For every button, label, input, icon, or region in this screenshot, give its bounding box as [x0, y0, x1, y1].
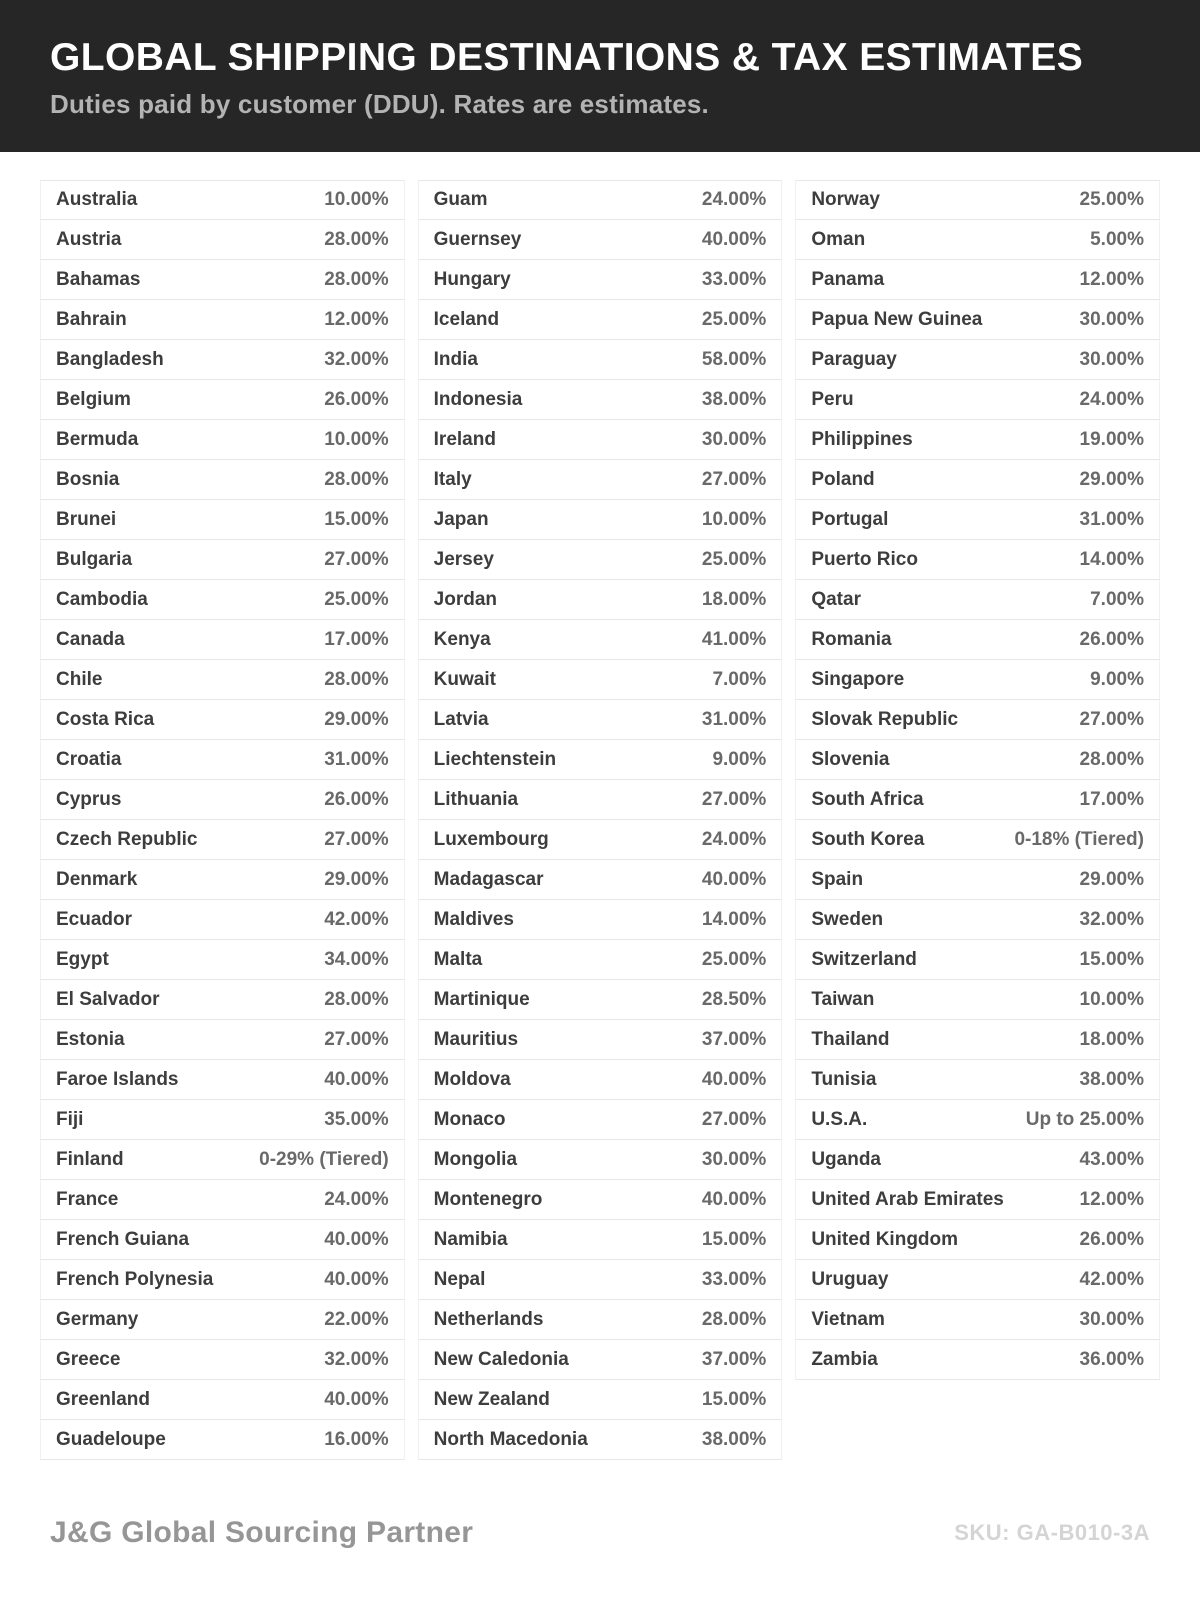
- rates-column-3: [795, 180, 1160, 1380]
- table-row: [418, 1300, 783, 1340]
- table-row: [40, 300, 405, 340]
- tax-rate: 33.00%: [701, 268, 767, 290]
- header-banner: [0, 0, 1200, 152]
- table-row: [795, 500, 1160, 540]
- country-name: Mauritius: [433, 1028, 519, 1050]
- table-row: [795, 820, 1160, 860]
- table-row: [795, 1140, 1160, 1180]
- country-name: India: [433, 348, 478, 370]
- table-row: [795, 860, 1160, 900]
- table-row: [40, 820, 405, 860]
- tax-rate: 27.00%: [324, 828, 389, 850]
- country-name: Oman: [811, 228, 866, 250]
- tax-rate: 28.00%: [324, 988, 389, 1010]
- tax-rate: 36.00%: [1079, 1348, 1144, 1370]
- country-name: Ireland: [433, 428, 496, 450]
- country-name: Monaco: [433, 1108, 506, 1130]
- country-name: Canada: [56, 628, 125, 650]
- table-row: [795, 780, 1160, 820]
- country-name: Cambodia: [56, 588, 148, 610]
- tax-rate: 28.00%: [701, 1308, 767, 1330]
- tax-rate: 33.00%: [701, 1268, 767, 1290]
- tax-rate: 58.00%: [701, 348, 767, 370]
- table-row: [40, 700, 405, 740]
- tax-rate: 27.00%: [701, 468, 767, 490]
- table-row: [40, 580, 405, 620]
- country-name: Japan: [433, 508, 489, 530]
- tax-rate: 37.00%: [701, 1348, 767, 1370]
- tax-rate: 28.00%: [1079, 748, 1144, 770]
- table-row: [40, 1300, 405, 1340]
- tax-rate: 0-18% (Tiered): [1014, 828, 1144, 850]
- table-row: [795, 1220, 1160, 1260]
- tax-rate: 40.00%: [324, 1268, 389, 1290]
- tax-rate: 35.00%: [324, 1108, 389, 1130]
- tax-rate: 40.00%: [324, 1388, 389, 1410]
- tax-rate: 40.00%: [324, 1068, 389, 1090]
- tax-rate: 16.00%: [324, 1428, 389, 1450]
- country-name: U.S.A.: [811, 1108, 868, 1130]
- table-row: [795, 580, 1160, 620]
- country-name: French Guiana: [56, 1228, 190, 1250]
- country-name: Greece: [56, 1348, 121, 1370]
- country-name: Malta: [433, 948, 483, 970]
- tax-rate: 22.00%: [324, 1308, 389, 1330]
- table-row: [418, 420, 783, 460]
- tax-rate: 9.00%: [1090, 668, 1144, 690]
- tax-rate: 17.00%: [1079, 788, 1144, 810]
- tax-rate: 40.00%: [701, 868, 767, 890]
- table-row: [40, 1340, 405, 1380]
- tax-rate: 10.00%: [701, 508, 767, 530]
- table-row: [795, 700, 1160, 740]
- country-name: Austria: [56, 228, 122, 250]
- tax-rate: 32.00%: [324, 1348, 389, 1370]
- country-name: Paraguay: [811, 348, 897, 370]
- rates-column-2: [418, 180, 783, 1460]
- table-row: [795, 900, 1160, 940]
- country-name: Cyprus: [56, 788, 122, 810]
- country-name: North Macedonia: [433, 1428, 588, 1450]
- table-row: [418, 940, 783, 980]
- tax-rate: 5.00%: [1090, 228, 1144, 250]
- table-row: [40, 1220, 405, 1260]
- country-name: Switzerland: [811, 948, 917, 970]
- brand-name: J&G Global Sourcing Partner: [50, 1516, 474, 1549]
- country-name: Guam: [433, 189, 488, 210]
- country-name: Martinique: [433, 988, 530, 1010]
- country-name: Madagascar: [433, 868, 544, 890]
- tax-rate: 40.00%: [701, 1188, 767, 1210]
- table-row: [40, 380, 405, 420]
- country-name: Guadeloupe: [56, 1428, 166, 1450]
- table-row: [795, 660, 1160, 700]
- country-name: Kuwait: [433, 668, 496, 690]
- table-row: [795, 940, 1160, 980]
- table-row: [40, 260, 405, 300]
- country-name: Panama: [811, 268, 885, 290]
- table-row: [418, 1020, 783, 1060]
- country-name: Costa Rica: [56, 708, 155, 730]
- table-row: [40, 660, 405, 700]
- table-row: [40, 180, 405, 220]
- table-row: [795, 1180, 1160, 1220]
- country-name: Kenya: [433, 628, 491, 650]
- country-name: Qatar: [811, 588, 861, 610]
- table-row: [795, 380, 1160, 420]
- country-name: Lithuania: [433, 788, 519, 810]
- tax-rate: 29.00%: [324, 708, 389, 730]
- country-name: Luxembourg: [433, 828, 549, 850]
- tax-rate: 40.00%: [324, 1228, 389, 1250]
- tax-rate: 28.00%: [324, 228, 389, 250]
- tax-rate: Up to 25.00%: [1025, 1108, 1144, 1130]
- table-row: [418, 1100, 783, 1140]
- table-row: [795, 1020, 1160, 1060]
- table-row: [795, 460, 1160, 500]
- table-row: [795, 540, 1160, 580]
- tax-rate: 27.00%: [701, 788, 767, 810]
- tax-rate: 15.00%: [701, 1228, 767, 1250]
- tax-rate: 42.00%: [1079, 1268, 1144, 1290]
- tax-rate: 27.00%: [324, 1028, 389, 1050]
- country-name: Latvia: [433, 708, 489, 730]
- table-row: [795, 620, 1160, 660]
- country-name: Bahamas: [56, 268, 141, 290]
- tax-rate: 14.00%: [701, 908, 767, 930]
- table-row: [795, 340, 1160, 380]
- tax-rate: 12.00%: [324, 308, 389, 330]
- tax-rate: 38.00%: [701, 388, 767, 410]
- table-row: [795, 180, 1160, 220]
- table-row: [40, 1180, 405, 1220]
- country-name: Brunei: [56, 508, 117, 530]
- table-row: [40, 1380, 405, 1420]
- tax-rate: 32.00%: [1079, 908, 1144, 930]
- tax-rate: 12.00%: [1079, 268, 1144, 290]
- tax-rate: 30.00%: [701, 428, 767, 450]
- tax-rate: 34.00%: [324, 948, 389, 970]
- table-row: [418, 1260, 783, 1300]
- table-row: [40, 540, 405, 580]
- country-name: Bulgaria: [56, 548, 133, 570]
- tax-rate: 29.00%: [324, 868, 389, 890]
- table-row: [418, 260, 783, 300]
- tax-rate: 29.00%: [1079, 868, 1144, 890]
- table-row: [418, 300, 783, 340]
- tax-rate: 0-29% (Tiered): [259, 1148, 389, 1170]
- country-name: Singapore: [811, 668, 905, 690]
- country-name: Croatia: [56, 748, 122, 770]
- table-row: [40, 220, 405, 260]
- table-row: [40, 860, 405, 900]
- country-name: United Arab Emirates: [811, 1188, 1004, 1210]
- table-row: [418, 860, 783, 900]
- tax-rate: 31.00%: [1079, 508, 1144, 530]
- country-name: French Polynesia: [56, 1268, 214, 1290]
- tax-rate: 30.00%: [1079, 348, 1144, 370]
- country-name: Zambia: [811, 1348, 878, 1370]
- tax-rate: 18.00%: [1079, 1028, 1144, 1050]
- tax-rate: 7.00%: [1090, 588, 1144, 610]
- table-row: [418, 1340, 783, 1380]
- table-row: [418, 1060, 783, 1100]
- table-row: [40, 940, 405, 980]
- sku-label: SKU: GA-B010-3A: [954, 1520, 1150, 1545]
- country-name: Egypt: [56, 948, 109, 970]
- tax-rate: 25.00%: [701, 308, 767, 330]
- country-name: Jordan: [433, 588, 498, 610]
- country-name: Uruguay: [811, 1268, 889, 1290]
- tax-rate: 10.00%: [324, 428, 389, 450]
- tax-rate: 28.00%: [324, 668, 389, 690]
- table-row: [40, 500, 405, 540]
- country-name: Greenland: [56, 1388, 150, 1410]
- country-name: Bangladesh: [56, 348, 164, 370]
- tax-rate: 30.00%: [701, 1148, 767, 1170]
- country-name: Thailand: [811, 1028, 890, 1050]
- table-row: [418, 500, 783, 540]
- tax-rate: 30.00%: [1079, 308, 1144, 330]
- country-name: Bosnia: [56, 468, 120, 490]
- country-name: Tunisia: [811, 1068, 877, 1090]
- table-row: [40, 460, 405, 500]
- country-name: Hungary: [433, 268, 511, 290]
- tax-rate: 12.00%: [1079, 1188, 1144, 1210]
- tax-rate: 24.00%: [701, 189, 767, 210]
- country-name: France: [56, 1188, 119, 1210]
- country-name: Mongolia: [433, 1148, 518, 1170]
- country-name: Indonesia: [433, 388, 523, 410]
- country-name: Maldives: [433, 908, 514, 930]
- country-name: Nepal: [433, 1268, 486, 1290]
- tax-rate: 28.00%: [324, 268, 389, 290]
- country-name: Italy: [433, 468, 472, 490]
- country-name: Slovenia: [811, 748, 890, 770]
- tax-rate: 24.00%: [324, 1188, 389, 1210]
- table-row: [795, 1300, 1160, 1340]
- tax-rate: 29.00%: [1079, 468, 1144, 490]
- tax-rate: 26.00%: [324, 788, 389, 810]
- country-name: Belgium: [56, 388, 131, 410]
- country-name: El Salvador: [56, 988, 160, 1010]
- country-name: Netherlands: [433, 1308, 544, 1330]
- country-name: New Zealand: [433, 1388, 550, 1410]
- country-name: South Africa: [811, 788, 924, 810]
- tax-rate: 25.00%: [324, 588, 389, 610]
- country-name: Peru: [811, 388, 854, 410]
- table-row: [418, 620, 783, 660]
- country-name: Germany: [56, 1308, 139, 1330]
- tax-rate: 25.00%: [701, 948, 767, 970]
- table-row: [795, 1100, 1160, 1140]
- tax-rate: 7.00%: [712, 668, 767, 690]
- country-name: Estonia: [56, 1028, 125, 1050]
- table-row: [40, 780, 405, 820]
- country-name: Montenegro: [433, 1188, 543, 1210]
- country-name: Moldova: [433, 1068, 511, 1090]
- table-row: [795, 1060, 1160, 1100]
- country-name: Sweden: [811, 908, 884, 930]
- table-row: [795, 300, 1160, 340]
- table-row: [40, 620, 405, 660]
- tax-rate: 42.00%: [324, 908, 389, 930]
- tax-rate: 28.50%: [701, 988, 767, 1010]
- table-row: [40, 740, 405, 780]
- country-name: Poland: [811, 468, 875, 490]
- table-row: [418, 780, 783, 820]
- table-row: [795, 1260, 1160, 1300]
- country-name: Australia: [56, 189, 138, 210]
- table-row: [40, 980, 405, 1020]
- country-name: Bermuda: [56, 428, 139, 450]
- table-row: [418, 380, 783, 420]
- country-name: Portugal: [811, 508, 889, 530]
- tax-rate: 15.00%: [701, 1388, 767, 1410]
- tax-rate: 24.00%: [701, 828, 767, 850]
- tax-rate: 10.00%: [1079, 988, 1144, 1010]
- tax-rate: 41.00%: [701, 628, 767, 650]
- table-row: [418, 1140, 783, 1180]
- tax-rate: 38.00%: [701, 1428, 767, 1450]
- country-name: Liechtenstein: [433, 748, 557, 770]
- tax-rate: 26.00%: [1079, 628, 1144, 650]
- country-name: Denmark: [56, 868, 138, 890]
- tax-rate: 14.00%: [1079, 548, 1144, 570]
- country-name: Finland: [56, 1148, 124, 1170]
- tax-rate: 32.00%: [324, 348, 389, 370]
- footer: [0, 1516, 1200, 1550]
- table-row: [418, 340, 783, 380]
- table-row: [418, 1220, 783, 1260]
- country-name: Slovak Republic: [811, 708, 959, 730]
- page-title: GLOBAL SHIPPING DESTINATIONS & TAX ESTIMATES: [50, 36, 1084, 80]
- tax-rate: 31.00%: [324, 748, 389, 770]
- tax-rate: 10.00%: [324, 189, 389, 210]
- table-row: [418, 740, 783, 780]
- tax-rate: 40.00%: [701, 1068, 767, 1090]
- country-name: Papua New Guinea: [811, 308, 983, 330]
- table-row: [418, 820, 783, 860]
- country-name: Norway: [811, 189, 880, 210]
- country-name: Fiji: [56, 1108, 84, 1130]
- table-row: [418, 1380, 783, 1420]
- table-row: [418, 460, 783, 500]
- table-row: [418, 1420, 783, 1460]
- table-row: [418, 220, 783, 260]
- country-name: Uganda: [811, 1148, 882, 1170]
- country-name: Philippines: [811, 428, 913, 450]
- country-name: Ecuador: [56, 908, 133, 930]
- country-name: Iceland: [433, 308, 500, 330]
- tax-rate: 27.00%: [701, 1108, 767, 1130]
- country-name: South Korea: [811, 828, 925, 850]
- table-row: [40, 900, 405, 940]
- tax-rate: 24.00%: [1079, 388, 1144, 410]
- tax-rate: 27.00%: [324, 548, 389, 570]
- country-name: Jersey: [433, 548, 494, 570]
- tax-rate: 28.00%: [324, 468, 389, 490]
- country-name: United Kingdom: [811, 1228, 959, 1250]
- table-row: [795, 420, 1160, 460]
- table-row: [40, 1100, 405, 1140]
- country-name: Guernsey: [433, 228, 522, 250]
- table-row: [795, 220, 1160, 260]
- country-name: Namibia: [433, 1228, 508, 1250]
- tax-rate: 26.00%: [324, 388, 389, 410]
- country-name: Romania: [811, 628, 892, 650]
- rates-column-1: [40, 180, 405, 1460]
- country-name: Faroe Islands: [56, 1068, 179, 1090]
- table-row: [418, 660, 783, 700]
- tax-rate: 17.00%: [324, 628, 389, 650]
- tax-rate: 25.00%: [701, 548, 767, 570]
- table-row: [795, 740, 1160, 780]
- table-row: [40, 1420, 405, 1460]
- country-name: Puerto Rico: [811, 548, 918, 570]
- table-row: [418, 180, 783, 220]
- table-row: [418, 900, 783, 940]
- tax-rate: 27.00%: [1079, 708, 1144, 730]
- table-row: [40, 1140, 405, 1180]
- table-row: [40, 420, 405, 460]
- rates-table: [40, 180, 1160, 1460]
- country-name: Bahrain: [56, 308, 127, 330]
- table-row: [418, 980, 783, 1020]
- tax-rate: 31.00%: [701, 708, 767, 730]
- tax-rate: 26.00%: [1079, 1228, 1144, 1250]
- table-row: [795, 980, 1160, 1020]
- table-row: [40, 340, 405, 380]
- tax-rate: 40.00%: [701, 228, 767, 250]
- table-row: [40, 1020, 405, 1060]
- table-row: [418, 540, 783, 580]
- tax-rate: 25.00%: [1079, 189, 1144, 210]
- table-row: [795, 260, 1160, 300]
- country-name: Czech Republic: [56, 828, 198, 850]
- page-subtitle: Duties paid by customer (DDU). Rates are estimates.: [50, 88, 709, 119]
- country-name: Spain: [811, 868, 864, 890]
- table-row: [40, 1260, 405, 1300]
- table-row: [418, 580, 783, 620]
- tax-rate: 38.00%: [1079, 1068, 1144, 1090]
- tax-rate: 37.00%: [701, 1028, 767, 1050]
- tax-rate: 15.00%: [324, 508, 389, 530]
- table-row: [418, 700, 783, 740]
- tax-rate: 30.00%: [1079, 1308, 1144, 1330]
- country-name: New Caledonia: [433, 1348, 569, 1370]
- table-row: [40, 1060, 405, 1100]
- country-name: Vietnam: [811, 1308, 885, 1330]
- tax-rate: 43.00%: [1079, 1148, 1144, 1170]
- country-name: Chile: [56, 668, 103, 690]
- tax-rate: 18.00%: [701, 588, 767, 610]
- table-row: [418, 1180, 783, 1220]
- tax-rate: 15.00%: [1079, 948, 1144, 970]
- country-name: Taiwan: [811, 988, 875, 1010]
- tax-rate: 19.00%: [1079, 428, 1144, 450]
- table-row: [795, 1340, 1160, 1380]
- tax-rate: 9.00%: [712, 748, 767, 770]
